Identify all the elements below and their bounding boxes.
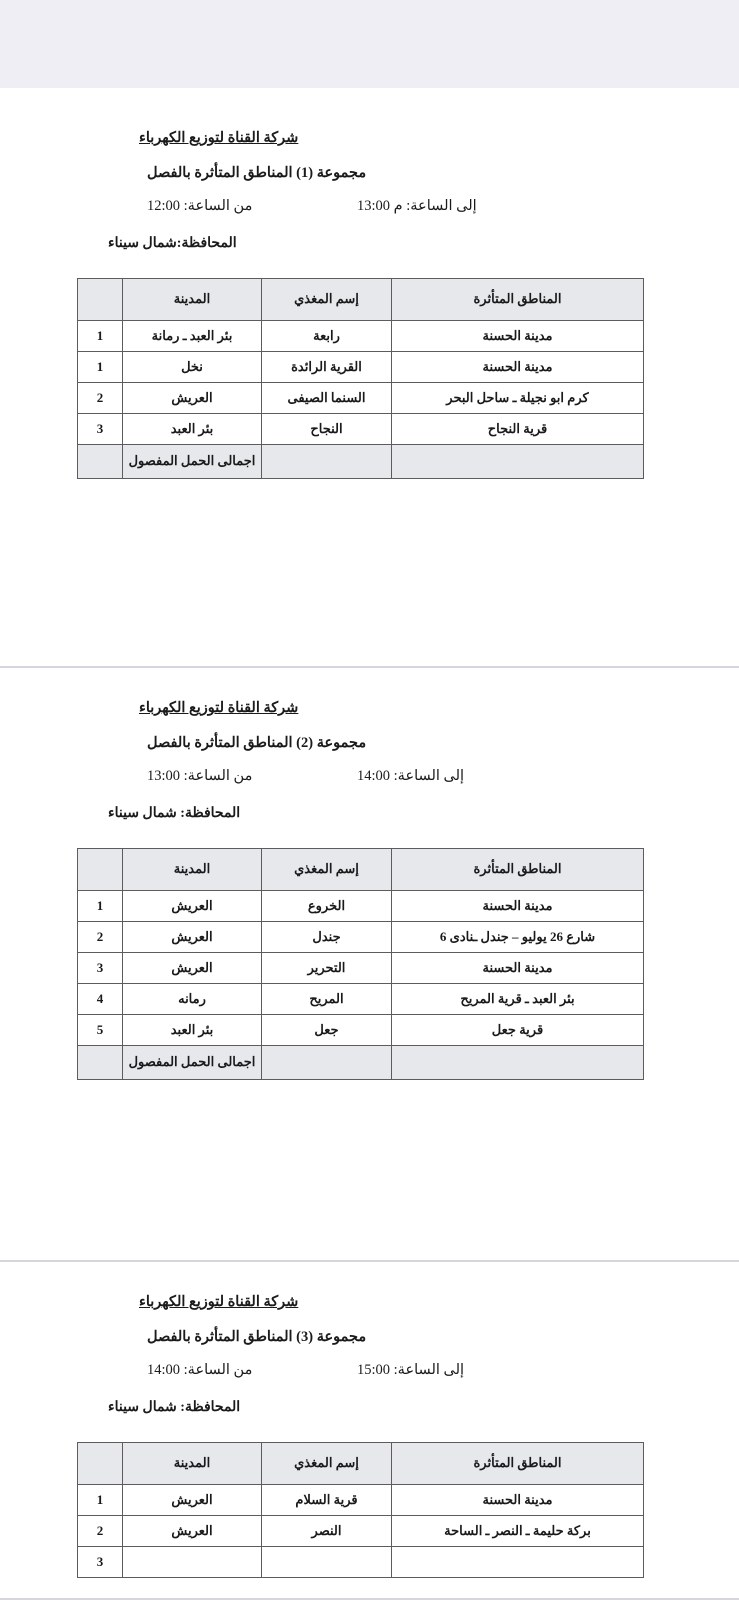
cell-areas: شارع 26 يوليو – جندل ـنادى 6 bbox=[392, 922, 644, 953]
company-title: شركة القناة لتوزيع الكهرباء bbox=[139, 700, 299, 716]
cell-city: بئر العبد ـ رمانة bbox=[123, 321, 262, 352]
group-heading: مجموعة (2) المناطق المتأثرة بالفصل bbox=[147, 735, 367, 751]
cell-areas: قرية جعل bbox=[392, 1015, 644, 1046]
total-label: اجمالى الحمل المفصول bbox=[123, 445, 262, 479]
cell-areas: مدينة الحسنة bbox=[392, 321, 644, 352]
cell-index: 2 bbox=[78, 1516, 123, 1547]
total-row bbox=[78, 1046, 644, 1080]
cell-areas: مدينة الحسنة bbox=[392, 352, 644, 383]
cell-feeder: المريح bbox=[262, 984, 392, 1015]
cell-index: 2 bbox=[78, 383, 123, 414]
cell-city: نخل bbox=[123, 352, 262, 383]
time-to: إلى الساعة: 15:00 bbox=[357, 1362, 465, 1378]
time-range-row bbox=[103, 198, 703, 215]
cell-city: العريش bbox=[123, 922, 262, 953]
document-page-1 bbox=[0, 88, 739, 668]
table-row bbox=[78, 953, 644, 984]
cell-city: العريش bbox=[123, 953, 262, 984]
time-from: من الساعة: 12:00 bbox=[147, 198, 253, 214]
cell-areas: قرية النجاح bbox=[392, 414, 644, 445]
total-blank-areas bbox=[392, 1046, 644, 1080]
cell-city: العريش bbox=[123, 891, 262, 922]
table-row bbox=[78, 321, 644, 352]
cell-index: 1 bbox=[78, 352, 123, 383]
governorate-label: المحافظة: شمال سيناء bbox=[108, 1400, 241, 1415]
time-from: من الساعة: 13:00 bbox=[147, 768, 253, 784]
column-header-feeder: إسم المغذي bbox=[262, 1443, 392, 1485]
governorate-label: المحافظة: شمال سيناء bbox=[108, 806, 241, 821]
cell-city bbox=[123, 1547, 262, 1578]
cell-index: 3 bbox=[78, 414, 123, 445]
governorate-label: المحافظة:شمال سيناء bbox=[108, 236, 237, 251]
cell-index: 1 bbox=[78, 321, 123, 352]
company-title: شركة القناة لتوزيع الكهرباء bbox=[139, 1294, 299, 1310]
column-header-index bbox=[78, 279, 123, 321]
time-to: إلى الساعة: م 13:00 bbox=[357, 198, 477, 214]
outage-table-3 bbox=[77, 1442, 644, 1578]
cell-index: 1 bbox=[78, 1485, 123, 1516]
cell-feeder bbox=[262, 1547, 392, 1578]
table-header-row bbox=[78, 279, 644, 321]
outage-table-2 bbox=[77, 848, 644, 1080]
column-header-index bbox=[78, 849, 123, 891]
table-row bbox=[78, 984, 644, 1015]
cell-index: 4 bbox=[78, 984, 123, 1015]
cell-feeder: جندل bbox=[262, 922, 392, 953]
time-range-row bbox=[103, 768, 703, 785]
cell-city: بئر العبد bbox=[123, 414, 262, 445]
column-header-feeder: إسم المغذي bbox=[262, 849, 392, 891]
cell-areas: كرم ابو نجيلة ـ ساحل البحر bbox=[392, 383, 644, 414]
table-row bbox=[78, 383, 644, 414]
table-row bbox=[78, 1015, 644, 1046]
total-blank-feeder bbox=[262, 445, 392, 479]
time-range-row bbox=[103, 1362, 703, 1379]
total-blank-feeder bbox=[262, 1046, 392, 1080]
company-title: شركة القناة لتوزيع الكهرباء bbox=[139, 130, 299, 146]
top-background-gap bbox=[0, 0, 739, 88]
cell-feeder: السنما الصيفى bbox=[262, 383, 392, 414]
total-blank-index bbox=[78, 1046, 123, 1080]
cell-city: العريش bbox=[123, 1516, 262, 1547]
document-page-3 bbox=[0, 1262, 739, 1600]
table-row bbox=[78, 352, 644, 383]
total-blank-index bbox=[78, 445, 123, 479]
cell-index: 3 bbox=[78, 953, 123, 984]
column-header-index bbox=[78, 1443, 123, 1485]
cell-index: 1 bbox=[78, 891, 123, 922]
cell-feeder: النجاح bbox=[262, 414, 392, 445]
table-row bbox=[78, 922, 644, 953]
table-header-row bbox=[78, 849, 644, 891]
group-heading: مجموعة (3) المناطق المتأثرة بالفصل bbox=[147, 1329, 367, 1345]
cell-index: 3 bbox=[78, 1547, 123, 1578]
column-header-feeder: إسم المغذي bbox=[262, 279, 392, 321]
cell-feeder: رابعة bbox=[262, 321, 392, 352]
total-blank-areas bbox=[392, 445, 644, 479]
cell-feeder: قرية السلام bbox=[262, 1485, 392, 1516]
cell-areas: بئر العبد ـ قرية المريح bbox=[392, 984, 644, 1015]
cell-index: 2 bbox=[78, 922, 123, 953]
time-from: من الساعة: 14:00 bbox=[147, 1362, 253, 1378]
table-row bbox=[78, 891, 644, 922]
cell-feeder: النصر bbox=[262, 1516, 392, 1547]
cell-city: بئر العبد bbox=[123, 1015, 262, 1046]
table-row bbox=[78, 1547, 644, 1578]
table-row bbox=[78, 1516, 644, 1547]
cell-areas: مدينة الحسنة bbox=[392, 891, 644, 922]
cell-index: 5 bbox=[78, 1015, 123, 1046]
cell-areas bbox=[392, 1547, 644, 1578]
table-row bbox=[78, 1485, 644, 1516]
time-to: إلى الساعة: 14:00 bbox=[357, 768, 465, 784]
column-header-city: المدينة bbox=[123, 1443, 262, 1485]
total-label: اجمالى الحمل المفصول bbox=[123, 1046, 262, 1080]
outage-table-1 bbox=[77, 278, 644, 479]
table-row bbox=[78, 414, 644, 445]
cell-areas: مدينة الحسنة bbox=[392, 953, 644, 984]
cell-feeder: الخروع bbox=[262, 891, 392, 922]
column-header-areas: المناطق المتأثرة bbox=[392, 279, 644, 321]
cell-feeder: جعل bbox=[262, 1015, 392, 1046]
table-3-clip bbox=[0, 1442, 739, 1592]
cell-city: رمانه bbox=[123, 984, 262, 1015]
column-header-city: المدينة bbox=[123, 849, 262, 891]
column-header-areas: المناطق المتأثرة bbox=[392, 849, 644, 891]
cell-areas: بركة حليمة ـ النصر ـ الساحة bbox=[392, 1516, 644, 1547]
cell-city: العريش bbox=[123, 383, 262, 414]
cell-feeder: القرية الرائدة bbox=[262, 352, 392, 383]
document-page-2 bbox=[0, 668, 739, 1262]
table-header-row bbox=[78, 1443, 644, 1485]
cell-feeder: التحرير bbox=[262, 953, 392, 984]
column-header-areas: المناطق المتأثرة bbox=[392, 1443, 644, 1485]
column-header-city: المدينة bbox=[123, 279, 262, 321]
total-row bbox=[78, 445, 644, 479]
group-heading: مجموعة (1) المناطق المتأثرة بالفصل bbox=[147, 165, 367, 181]
cell-city: العريش bbox=[123, 1485, 262, 1516]
cell-areas: مدينة الحسنة bbox=[392, 1485, 644, 1516]
